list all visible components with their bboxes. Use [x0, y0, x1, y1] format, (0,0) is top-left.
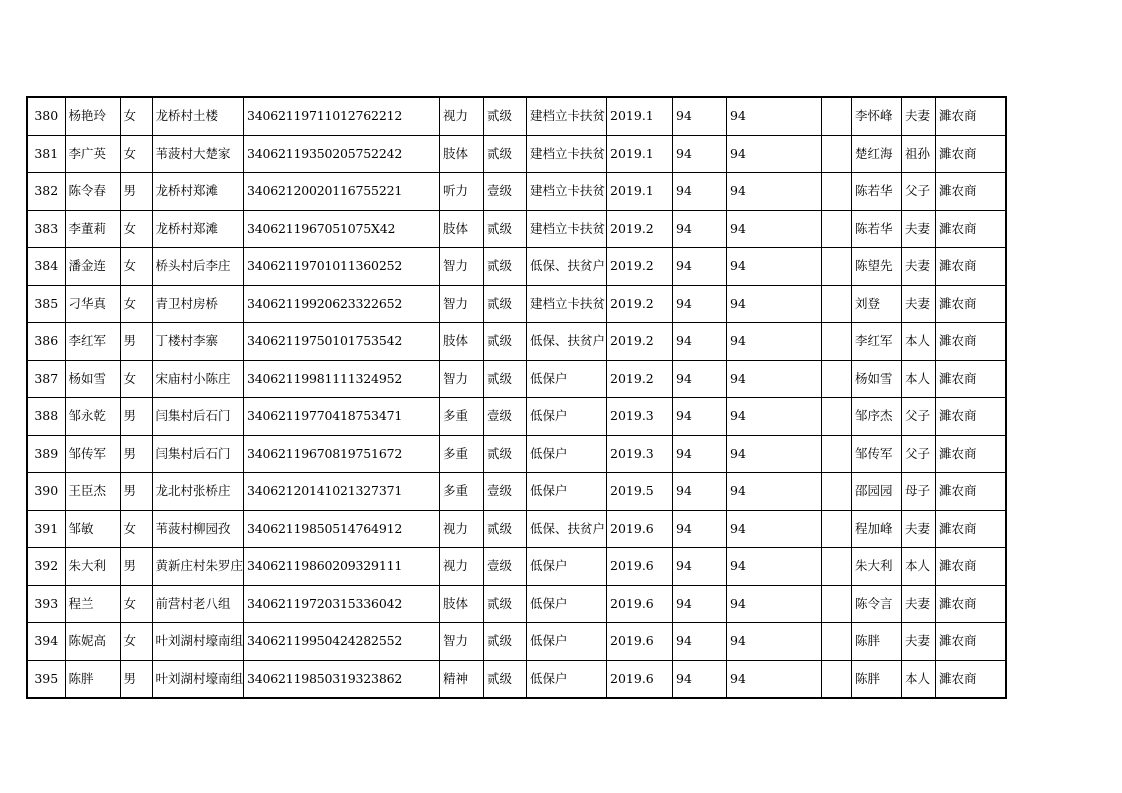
- cell-disability-type: 多重: [440, 398, 484, 436]
- cell-disability-level: 贰级: [484, 660, 527, 698]
- cell-bank: 濉农商: [936, 435, 1006, 473]
- cell-name: 刁华真: [65, 285, 120, 323]
- cell-date: 2019.1: [607, 97, 673, 135]
- cell-serial-number: 381: [27, 135, 65, 173]
- cell-disability-type: 视力: [440, 548, 484, 586]
- cell-relation: 父子: [902, 398, 936, 436]
- cell-serial-number: 387: [27, 360, 65, 398]
- cell-address: 青卫村房桥: [152, 285, 244, 323]
- cell-address: 苇菠村大楚家: [152, 135, 244, 173]
- cell-name: 邹传军: [65, 435, 120, 473]
- cell-address: 龙桥村土楼: [152, 97, 244, 135]
- cell-date: 2019.2: [607, 323, 673, 361]
- cell-gender: 女: [120, 510, 152, 548]
- table-row: [27, 660, 1006, 698]
- cell-disability-level: 贰级: [484, 585, 527, 623]
- cell-guardian: 楚红海: [852, 135, 902, 173]
- table-row: [27, 173, 1006, 211]
- cell-date: 2019.6: [607, 623, 673, 661]
- cell-date: 2019.2: [607, 210, 673, 248]
- cell-blank: [822, 360, 852, 398]
- table-row: [27, 323, 1006, 361]
- cell-gender: 女: [120, 97, 152, 135]
- cell-serial-number: 382: [27, 173, 65, 211]
- cell-household-category: 低保、扶贫户: [527, 323, 607, 361]
- cell-disability-level: 贰级: [484, 623, 527, 661]
- cell-guardian: 陈胖: [852, 623, 902, 661]
- cell-serial-number: 386: [27, 323, 65, 361]
- cell-household-category: 建档立卡扶贫: [527, 173, 607, 211]
- cell-disability-level: 壹级: [484, 398, 527, 436]
- cell-id-number: 34062119860209329111: [244, 548, 440, 586]
- cell-amount-b: 94: [727, 210, 822, 248]
- cell-amount-b: 94: [727, 435, 822, 473]
- cell-guardian: 邵园园: [852, 473, 902, 511]
- cell-disability-level: 壹级: [484, 548, 527, 586]
- cell-relation: 本人: [902, 360, 936, 398]
- cell-relation: 父子: [902, 435, 936, 473]
- cell-date: 2019.6: [607, 548, 673, 586]
- cell-amount-b: 94: [727, 173, 822, 211]
- cell-disability-level: 贰级: [484, 135, 527, 173]
- cell-id-number: 34062120141021327371: [244, 473, 440, 511]
- cell-relation: 父子: [902, 173, 936, 211]
- cell-blank: [822, 585, 852, 623]
- cell-household-category: 低保户: [527, 585, 607, 623]
- cell-blank: [822, 248, 852, 286]
- table-row: [27, 248, 1006, 286]
- cell-name: 李红军: [65, 323, 120, 361]
- cell-disability-level: 贰级: [484, 248, 527, 286]
- cell-amount-b: 94: [727, 323, 822, 361]
- cell-disability-level: 贰级: [484, 510, 527, 548]
- cell-relation: 本人: [902, 548, 936, 586]
- cell-disability-type: 肢体: [440, 323, 484, 361]
- cell-address: 叶刘湖村壕南组: [152, 660, 244, 698]
- table-row: [27, 510, 1006, 548]
- cell-gender: 女: [120, 285, 152, 323]
- cell-gender: 女: [120, 210, 152, 248]
- cell-relation: 夫妻: [902, 210, 936, 248]
- cell-amount-b: 94: [727, 510, 822, 548]
- cell-disability-type: 精神: [440, 660, 484, 698]
- cell-guardian: 杨如雪: [852, 360, 902, 398]
- cell-amount-b: 94: [727, 623, 822, 661]
- cell-disability-level: 壹级: [484, 473, 527, 511]
- cell-guardian: 刘登: [852, 285, 902, 323]
- cell-blank: [822, 97, 852, 135]
- cell-name: 邹永乾: [65, 398, 120, 436]
- cell-id-number: 3406211967051075X42: [244, 210, 440, 248]
- cell-relation: 夫妻: [902, 585, 936, 623]
- cell-disability-type: 多重: [440, 435, 484, 473]
- cell-amount-b: 94: [727, 585, 822, 623]
- cell-amount-b: 94: [727, 660, 822, 698]
- cell-guardian: 陈若华: [852, 173, 902, 211]
- cell-serial-number: 384: [27, 248, 65, 286]
- cell-amount-b: 94: [727, 285, 822, 323]
- cell-serial-number: 383: [27, 210, 65, 248]
- cell-bank: 濉农商: [936, 135, 1006, 173]
- cell-name: 杨如雪: [65, 360, 120, 398]
- cell-blank: [822, 135, 852, 173]
- cell-serial-number: 395: [27, 660, 65, 698]
- table-row: [27, 623, 1006, 661]
- cell-blank: [822, 210, 852, 248]
- cell-address: 宋庙村小陈庄: [152, 360, 244, 398]
- cell-date: 2019.2: [607, 285, 673, 323]
- cell-gender: 女: [120, 585, 152, 623]
- cell-household-category: 建档立卡扶贫: [527, 285, 607, 323]
- cell-bank: 濉农商: [936, 473, 1006, 511]
- cell-disability-type: 视力: [440, 510, 484, 548]
- cell-id-number: 34062119850319323862: [244, 660, 440, 698]
- cell-bank: 濉农商: [936, 360, 1006, 398]
- cell-bank: 濉农商: [936, 97, 1006, 135]
- cell-amount-a: 94: [673, 510, 727, 548]
- cell-serial-number: 393: [27, 585, 65, 623]
- cell-id-number: 34062119850514764912: [244, 510, 440, 548]
- cell-relation: 本人: [902, 323, 936, 361]
- cell-disability-level: 贰级: [484, 97, 527, 135]
- table-row: [27, 548, 1006, 586]
- cell-blank: [822, 473, 852, 511]
- table-row: [27, 210, 1006, 248]
- cell-amount-a: 94: [673, 285, 727, 323]
- cell-serial-number: 388: [27, 398, 65, 436]
- cell-amount-a: 94: [673, 623, 727, 661]
- cell-blank: [822, 435, 852, 473]
- cell-guardian: 邹序杰: [852, 398, 902, 436]
- cell-name: 程兰: [65, 585, 120, 623]
- cell-date: 2019.3: [607, 435, 673, 473]
- cell-household-category: 建档立卡扶贫: [527, 135, 607, 173]
- cell-household-category: 低保户: [527, 398, 607, 436]
- cell-disability-level: 贰级: [484, 360, 527, 398]
- cell-date: 2019.6: [607, 660, 673, 698]
- cell-disability-level: 贰级: [484, 435, 527, 473]
- cell-gender: 男: [120, 435, 152, 473]
- cell-disability-type: 视力: [440, 97, 484, 135]
- cell-amount-a: 94: [673, 548, 727, 586]
- cell-gender: 女: [120, 135, 152, 173]
- cell-bank: 濉农商: [936, 660, 1006, 698]
- cell-gender: 女: [120, 248, 152, 286]
- cell-relation: 祖孙: [902, 135, 936, 173]
- cell-household-category: 低保户: [527, 473, 607, 511]
- cell-serial-number: 380: [27, 97, 65, 135]
- cell-id-number: 34062119981111324952: [244, 360, 440, 398]
- cell-disability-type: 肢体: [440, 135, 484, 173]
- cell-bank: 濉农商: [936, 510, 1006, 548]
- cell-amount-a: 94: [673, 135, 727, 173]
- cell-blank: [822, 398, 852, 436]
- cell-relation: 本人: [902, 660, 936, 698]
- cell-guardian: 邹传军: [852, 435, 902, 473]
- cell-id-number: 34062119701011360252: [244, 248, 440, 286]
- cell-disability-level: 贰级: [484, 323, 527, 361]
- cell-serial-number: 389: [27, 435, 65, 473]
- cell-household-category: 低保户: [527, 435, 607, 473]
- cell-gender: 男: [120, 323, 152, 361]
- cell-serial-number: 392: [27, 548, 65, 586]
- cell-serial-number: 391: [27, 510, 65, 548]
- cell-name: 杨艳玲: [65, 97, 120, 135]
- cell-gender: 女: [120, 360, 152, 398]
- cell-amount-a: 94: [673, 660, 727, 698]
- cell-disability-level: 壹级: [484, 173, 527, 211]
- cell-serial-number: 394: [27, 623, 65, 661]
- cell-address: 黄新庄村朱罗庄: [152, 548, 244, 586]
- cell-household-category: 低保户: [527, 623, 607, 661]
- table-row: [27, 135, 1006, 173]
- cell-blank: [822, 285, 852, 323]
- cell-address: 龙桥村郑滩: [152, 173, 244, 211]
- cell-gender: 男: [120, 173, 152, 211]
- cell-id-number: 34062119711012762212: [244, 97, 440, 135]
- cell-bank: 濉农商: [936, 285, 1006, 323]
- cell-amount-a: 94: [673, 210, 727, 248]
- cell-address: 丁楼村李寨: [152, 323, 244, 361]
- cell-relation: 夫妻: [902, 248, 936, 286]
- cell-date: 2019.2: [607, 360, 673, 398]
- cell-address: 叶刘湖村壕南组: [152, 623, 244, 661]
- cell-bank: 濉农商: [936, 548, 1006, 586]
- cell-household-category: 建档立卡扶贫: [527, 210, 607, 248]
- cell-date: 2019.1: [607, 135, 673, 173]
- cell-date: 2019.6: [607, 585, 673, 623]
- cell-disability-level: 贰级: [484, 210, 527, 248]
- cell-household-category: 低保、扶贫户: [527, 248, 607, 286]
- cell-guardian: 程加峰: [852, 510, 902, 548]
- cell-relation: 夫妻: [902, 285, 936, 323]
- table-row: [27, 97, 1006, 135]
- cell-address: 苇菠村柳园孜: [152, 510, 244, 548]
- cell-date: 2019.2: [607, 248, 673, 286]
- table-row: [27, 585, 1006, 623]
- cell-serial-number: 385: [27, 285, 65, 323]
- cell-name: 潘金连: [65, 248, 120, 286]
- cell-guardian: 李红军: [852, 323, 902, 361]
- cell-amount-a: 94: [673, 360, 727, 398]
- table-row: [27, 435, 1006, 473]
- cell-amount-a: 94: [673, 97, 727, 135]
- cell-blank: [822, 660, 852, 698]
- cell-bank: 濉农商: [936, 623, 1006, 661]
- cell-bank: 濉农商: [936, 398, 1006, 436]
- cell-amount-a: 94: [673, 248, 727, 286]
- cell-address: 前营村老八组: [152, 585, 244, 623]
- cell-relation: 夫妻: [902, 623, 936, 661]
- cell-id-number: 34062119770418753471: [244, 398, 440, 436]
- cell-name: 邹敏: [65, 510, 120, 548]
- cell-bank: 濉农商: [936, 210, 1006, 248]
- table-body: [27, 97, 1006, 698]
- cell-disability-level: 贰级: [484, 285, 527, 323]
- cell-bank: 濉农商: [936, 173, 1006, 211]
- cell-household-category: 低保、扶贫户: [527, 510, 607, 548]
- cell-household-category: 低保户: [527, 548, 607, 586]
- cell-date: 2019.5: [607, 473, 673, 511]
- cell-id-number: 34062119350205752242: [244, 135, 440, 173]
- cell-disability-type: 肢体: [440, 210, 484, 248]
- cell-name: 王臣杰: [65, 473, 120, 511]
- cell-amount-b: 94: [727, 473, 822, 511]
- cell-id-number: 34062119720315336042: [244, 585, 440, 623]
- cell-blank: [822, 623, 852, 661]
- cell-amount-b: 94: [727, 135, 822, 173]
- cell-gender: 男: [120, 398, 152, 436]
- cell-name: 李董莉: [65, 210, 120, 248]
- cell-id-number: 34062119950424282552: [244, 623, 440, 661]
- cell-name: 陈妮高: [65, 623, 120, 661]
- cell-id-number: 34062119920623322652: [244, 285, 440, 323]
- cell-disability-type: 智力: [440, 623, 484, 661]
- cell-blank: [822, 323, 852, 361]
- cell-amount-a: 94: [673, 435, 727, 473]
- cell-amount-a: 94: [673, 585, 727, 623]
- cell-guardian: 陈令言: [852, 585, 902, 623]
- cell-guardian: 朱大利: [852, 548, 902, 586]
- cell-gender: 女: [120, 623, 152, 661]
- cell-name: 陈令春: [65, 173, 120, 211]
- cell-household-category: 低保户: [527, 660, 607, 698]
- cell-gender: 男: [120, 548, 152, 586]
- cell-relation: 母子: [902, 473, 936, 511]
- cell-id-number: 34062119750101753542: [244, 323, 440, 361]
- cell-amount-a: 94: [673, 398, 727, 436]
- cell-amount-b: 94: [727, 360, 822, 398]
- cell-guardian: 陈若华: [852, 210, 902, 248]
- cell-date: 2019.1: [607, 173, 673, 211]
- cell-blank: [822, 548, 852, 586]
- cell-name: 李广英: [65, 135, 120, 173]
- cell-amount-a: 94: [673, 323, 727, 361]
- cell-bank: 濉农商: [936, 323, 1006, 361]
- cell-gender: 男: [120, 660, 152, 698]
- table-row: [27, 398, 1006, 436]
- table-row: [27, 473, 1006, 511]
- cell-bank: 濉农商: [936, 248, 1006, 286]
- cell-gender: 男: [120, 473, 152, 511]
- cell-disability-type: 肢体: [440, 585, 484, 623]
- table-row: [27, 360, 1006, 398]
- cell-amount-b: 94: [727, 97, 822, 135]
- cell-guardian: 陈望先: [852, 248, 902, 286]
- cell-household-category: 建档立卡扶贫: [527, 97, 607, 135]
- cell-serial-number: 390: [27, 473, 65, 511]
- cell-address: 龙桥村郑滩: [152, 210, 244, 248]
- cell-amount-a: 94: [673, 173, 727, 211]
- cell-guardian: 李怀峰: [852, 97, 902, 135]
- cell-amount-b: 94: [727, 248, 822, 286]
- cell-address: 龙北村张桥庄: [152, 473, 244, 511]
- disability-subsidy-table: [26, 96, 1007, 699]
- cell-disability-type: 智力: [440, 248, 484, 286]
- cell-household-category: 低保户: [527, 360, 607, 398]
- cell-address: 闫集村后石门: [152, 435, 244, 473]
- cell-id-number: 34062119670819751672: [244, 435, 440, 473]
- cell-disability-type: 智力: [440, 285, 484, 323]
- cell-amount-b: 94: [727, 548, 822, 586]
- cell-date: 2019.6: [607, 510, 673, 548]
- cell-bank: 濉农商: [936, 585, 1006, 623]
- cell-amount-a: 94: [673, 473, 727, 511]
- cell-disability-type: 智力: [440, 360, 484, 398]
- cell-guardian: 陈胖: [852, 660, 902, 698]
- table-row: [27, 285, 1006, 323]
- cell-disability-type: 多重: [440, 473, 484, 511]
- cell-blank: [822, 173, 852, 211]
- cell-date: 2019.3: [607, 398, 673, 436]
- cell-name: 陈胖: [65, 660, 120, 698]
- cell-name: 朱大利: [65, 548, 120, 586]
- cell-address: 桥头村后李庄: [152, 248, 244, 286]
- cell-id-number: 34062120020116755221: [244, 173, 440, 211]
- cell-blank: [822, 510, 852, 548]
- cell-amount-b: 94: [727, 398, 822, 436]
- cell-relation: 夫妻: [902, 97, 936, 135]
- cell-disability-type: 听力: [440, 173, 484, 211]
- cell-relation: 夫妻: [902, 510, 936, 548]
- cell-address: 闫集村后石门: [152, 398, 244, 436]
